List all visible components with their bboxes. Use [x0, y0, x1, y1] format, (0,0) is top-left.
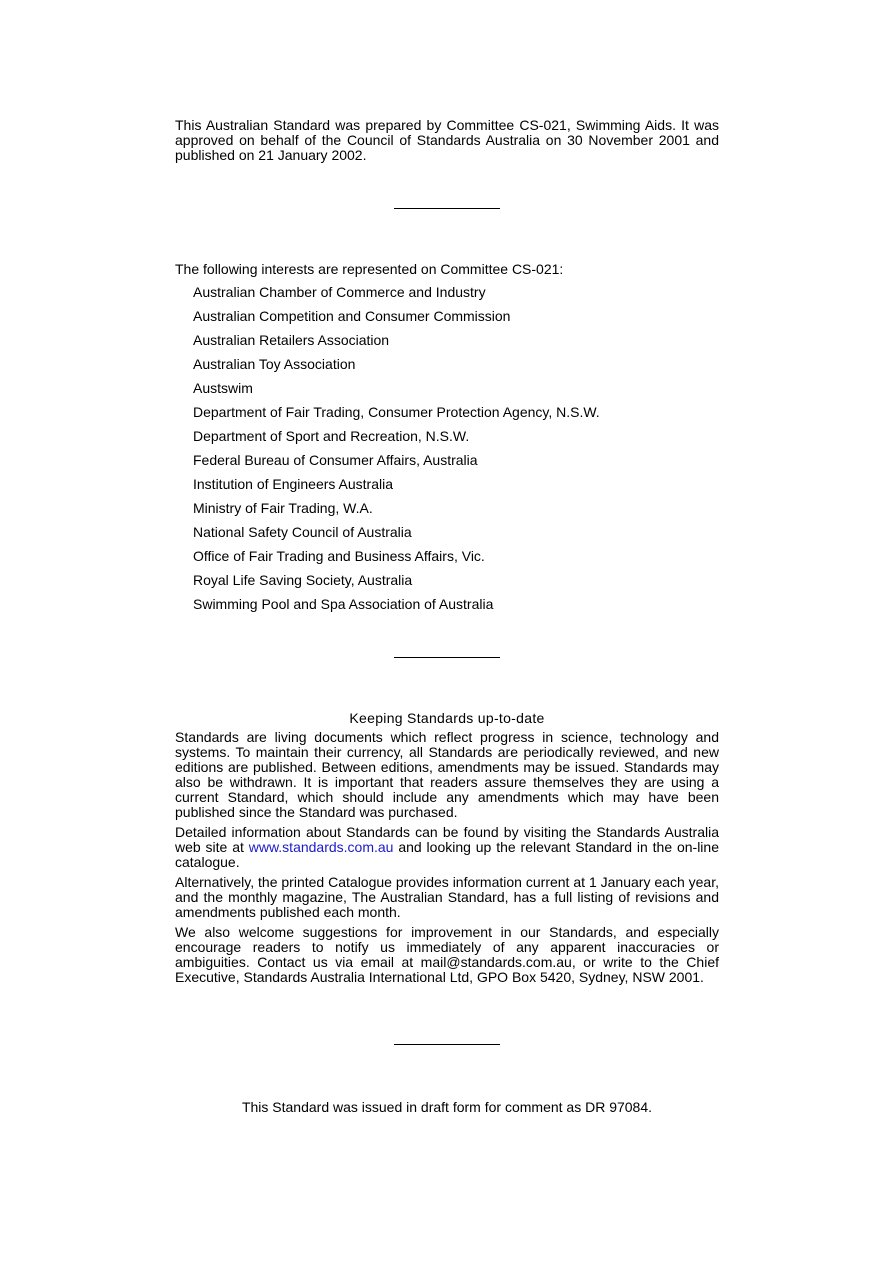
list-item: Swimming Pool and Spa Association of Australia: [193, 596, 494, 612]
list-item: Australian Retailers Association: [193, 332, 390, 348]
paragraph-living-documents: Standards are living documents which reflect progress in science, technology and systems. To maintain their currency, all Standards are periodically reviewed, and new editions are published. Between editions, amendments may be issued. Standards may also be withdrawn. It is important that readers assure themselves they are using a current Standard, which should include any amendments which may have been published since the Standard was purchased.: [175, 729, 719, 820]
list-item: Australian Competition and Consumer Commission: [193, 308, 511, 324]
list-item: Austswim: [193, 380, 253, 396]
list-item: Department of Sport and Recreation, N.S.W.: [193, 428, 470, 444]
list-item: Office of Fair Trading and Business Affairs, Vic.: [193, 548, 485, 564]
list-item: National Safety Council of Australia: [193, 524, 412, 540]
separator-rule-2: [394, 657, 500, 658]
paragraph-suggestions: We also welcome suggestions for improvement in our Standards, and especially encourage readers to notify us immediately of any apparent inaccuracies or ambiguities. Contact us via email at mail@standards.com.au, or write to the Chief Executive, Standards Australia International Ltd, GPO Box 5420, Sydney, NSW 2001.: [175, 924, 719, 985]
list-item: Institution of Engineers Australia: [193, 476, 394, 492]
separator-rule-1: [394, 208, 500, 209]
list-item: Ministry of Fair Trading, W.A.: [193, 500, 373, 516]
paragraph-web-site-text-after: and looking up the relevant Standard in the on-line catalogue.: [175, 839, 719, 870]
paragraph-web-site: [175, 825, 719, 870]
list-item: Royal Life Saving Society, Australia: [193, 572, 413, 588]
interests-heading: The following interests are represented on Committee CS-021:: [175, 261, 564, 277]
list-item: Department of Fair Trading, Consumer Protection Agency, N.S.W.: [193, 404, 600, 420]
list-item: Australian Toy Association: [193, 356, 356, 372]
draft-note: This Standard was issued in draft form for comment as DR 97084.: [241, 1099, 653, 1115]
separator-rule-3: [394, 1044, 500, 1045]
preparation-statement: This Australian Standard was prepared by Committee CS-021, Swimming Aids. It was approved on behalf of the Council of Standards Australia on 30 November 2001 and published on 21 January 2002.: [175, 117, 719, 163]
list-item: Federal Bureau of Consumer Affairs, Australia: [193, 452, 478, 468]
paragraph-web-site-text-before: Detailed information about Standards can be found by visiting the Standards Australia web site at: [175, 824, 719, 855]
paragraph-catalogue: Alternatively, the printed Catalogue provides information current at 1 January each year, and the monthly magazine, The Australian Standard, has a full listing of revisions and amendments published each month.: [175, 874, 719, 920]
keeping-standards-heading: Keeping Standards up-to-date: [349, 710, 545, 726]
list-item: Australian Chamber of Commerce and Industry: [193, 284, 486, 300]
keeping-standards-body: [175, 730, 719, 990]
standards-web-link[interactable]: www.standards.com.au: [248, 839, 394, 855]
interests-list: [193, 283, 600, 619]
